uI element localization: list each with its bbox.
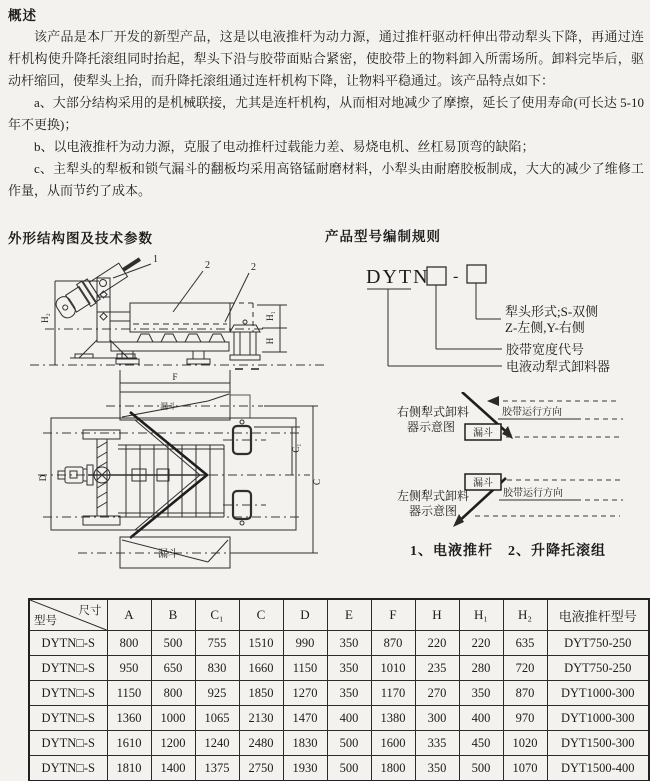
feature-c: c、主犁头的犁板和锁气漏斗的翻板均采用高铬锰耐磨材料，小犁头由耐磨胶板制成，大大的减少了维修工作量，从而节约了成本。 (8, 161, 644, 198)
value-cell: 1510 (239, 631, 283, 656)
table-row (29, 756, 649, 781)
spec-table (28, 598, 650, 781)
table-row (29, 681, 649, 706)
value-cell: 1150 (283, 656, 327, 681)
left-belt-direction-label: 胶带运行方向 (503, 488, 563, 499)
value-cell: 990 (283, 631, 327, 656)
value-cell: 1400 (151, 756, 195, 781)
value-cell: 350 (327, 681, 371, 706)
drawing-section-heading: 外形结构图及技术参数 (8, 231, 153, 246)
part-leaders (113, 264, 249, 322)
lifting-rollers (111, 334, 229, 364)
value-cell: 1240 (195, 731, 239, 756)
value-cell: 720 (503, 656, 547, 681)
right-schematic-title-2: 器示意图 (407, 420, 456, 434)
value-cell: 1065 (195, 706, 239, 731)
value-cell: 220 (415, 631, 459, 656)
top-hopper-label: 漏斗 (160, 402, 176, 411)
value-cell: 1600 (371, 731, 415, 756)
right-schematic (397, 392, 623, 440)
value-cell: 1020 (503, 731, 547, 756)
value-cell: 1070 (503, 756, 547, 781)
value-cell: 950 (107, 656, 151, 681)
dim-h2-lines (55, 281, 99, 365)
table-header-row (29, 599, 649, 631)
value-cell: 830 (195, 656, 239, 681)
value-cell: DYT750-250 (547, 656, 649, 681)
value-cell: 1930 (283, 756, 327, 781)
part-label-roller-2: 2 (251, 262, 256, 273)
column-header: H₁ (459, 599, 503, 631)
value-cell: 1610 (107, 731, 151, 756)
product-name-label: 电液动犁式卸料器 (506, 359, 611, 374)
corner-label-model: 型号 (34, 615, 57, 627)
unloader-schematics (385, 392, 650, 547)
value-cell: 1200 (151, 731, 195, 756)
value-cell: 350 (327, 631, 371, 656)
corner-header-cell (29, 599, 107, 631)
value-cell: DYT1500-400 (547, 756, 649, 781)
value-cell: 800 (107, 631, 151, 656)
corner-label-size: 尺寸 (78, 605, 102, 617)
value-cell: 350 (327, 656, 371, 681)
value-cell: 925 (195, 681, 239, 706)
plow-type-label-2: Z-左侧,Y-右侧 (505, 320, 585, 335)
value-cell: 1470 (283, 706, 327, 731)
centerlines (30, 329, 327, 365)
value-cell: 2480 (239, 731, 283, 756)
model-cell: DYTN□-S (29, 681, 107, 706)
value-cell: 1375 (195, 756, 239, 781)
belt-direction-arrow (487, 396, 499, 406)
feature-a: a、大部分结构采用的是机械联接，尤其是连杆机构，从而相对地减少了摩擦，延长了使用寿命(可长达 5-10 年不更换)； (8, 95, 644, 132)
value-cell: 1380 (371, 706, 415, 731)
belt-width-label: 胶带宽度代号 (506, 342, 585, 357)
bottom-hopper-label: 漏斗 (158, 549, 178, 560)
right-belt-direction-label: 胶带运行方向 (502, 407, 562, 418)
value-cell: 1800 (371, 756, 415, 781)
value-cell: 350 (415, 756, 459, 781)
column-header: C (239, 599, 283, 631)
end-pulley (230, 320, 260, 369)
value-cell: 1360 (107, 706, 151, 731)
value-cell: 970 (503, 706, 547, 731)
overview-text (8, 26, 644, 202)
dim-c1-label: C₁ (291, 443, 301, 453)
model-cell: DYTN□-S (29, 656, 107, 681)
value-cell: 2130 (239, 706, 283, 731)
value-cell: 1850 (239, 681, 283, 706)
value-cell: 650 (151, 656, 195, 681)
model-cell: DYTN□-S (29, 631, 107, 656)
dim-h-label: H (265, 337, 275, 345)
dim-c-lines (232, 406, 318, 553)
column-header: 电液推杆型号 (547, 599, 649, 631)
side-view-drawing (25, 252, 335, 397)
value-cell: 635 (503, 631, 547, 656)
model-rule-section-heading: 产品型号编制规则 (325, 229, 441, 244)
value-cell: DYT1000-300 (547, 681, 649, 706)
value-cell: 755 (195, 631, 239, 656)
right-schematic-title-1: 右侧犁式卸料 (397, 405, 470, 419)
value-cell: 500 (327, 731, 371, 756)
column-header: H₂ (503, 599, 547, 631)
belt-trough (130, 303, 253, 332)
column-header: E (327, 599, 371, 631)
value-cell: 2750 (239, 756, 283, 781)
model-cell: DYTN□-S (29, 706, 107, 731)
value-cell: 870 (371, 631, 415, 656)
left-roller-bar (83, 430, 120, 525)
parts-legend: 1、电液推杆 2、升降托滚组 (410, 544, 606, 559)
value-cell: 1810 (107, 756, 151, 781)
value-cell: 270 (415, 681, 459, 706)
value-cell: 235 (415, 656, 459, 681)
value-cell: 400 (327, 706, 371, 731)
dim-h2-label: H₂ (40, 313, 50, 323)
overview-paragraph: 该产品是本厂开发的新型产品，这是以电液推杆为动力源，通过推杆驱动杆伸出带动犁头下降，再通过连杆机构使升降托滚组同时抬起，犁头下沿与胶带面贴合紧密，使胶带上的物料卸入所需场所。卸料完毕后，驱动杆缩回，使犁头上抬，而升降托滚组通过连杆机构下降，让物料平稳通过。该产品特点如下： (8, 29, 644, 88)
column-header: C₁ (195, 599, 239, 631)
right-rollers (233, 420, 251, 525)
model-prefix: DYTN (366, 266, 430, 288)
table-row (29, 656, 649, 681)
plan-centerlines (38, 406, 310, 553)
part-label-roller: 2 (205, 260, 210, 271)
part-label-pushrod: 1 (153, 254, 158, 265)
column-header: B (151, 599, 195, 631)
value-cell: DYT1500-300 (547, 731, 649, 756)
spec-table-body (29, 631, 649, 781)
value-cell: 1150 (107, 681, 151, 706)
left-hopper-label: 漏斗 (473, 478, 493, 489)
dim-d-label: D (38, 474, 48, 482)
value-cell: 870 (503, 681, 547, 706)
value-cell: 220 (459, 631, 503, 656)
column-header: F (371, 599, 415, 631)
right-hopper-label: 漏斗 (473, 428, 493, 439)
column-header: H (415, 599, 459, 631)
plan-view-drawing (18, 390, 338, 595)
ladder-frame (88, 445, 224, 517)
table-row (29, 706, 649, 731)
value-cell: 335 (415, 731, 459, 756)
value-cell: DYT750-250 (547, 631, 649, 656)
value-cell: 450 (459, 731, 503, 756)
model-cell: DYTN□-S (29, 731, 107, 756)
value-cell: 500 (459, 756, 503, 781)
value-cell: DYT1000-300 (547, 706, 649, 731)
column-header: D (283, 599, 327, 631)
value-cell: 1170 (371, 681, 415, 706)
model-dash: - (453, 268, 459, 285)
plow-type-label-1: 犁头形式;S-双侧 (505, 304, 599, 319)
value-cell: 1830 (283, 731, 327, 756)
left-schematic-title-1: 左侧犁式卸料 (397, 489, 470, 503)
model-code-diagram (355, 258, 650, 390)
overview-heading: 概述 (8, 8, 37, 23)
value-cell: 800 (151, 681, 195, 706)
value-cell: 280 (459, 656, 503, 681)
feature-b: b、以电液推杆为动力源，克服了电动推杆过载能力差、易烧电机、丝杠易顶弯的缺陷； (34, 139, 535, 154)
value-cell: 300 (415, 706, 459, 731)
dim-h1-label: H₁ (265, 311, 275, 321)
value-cell: 400 (459, 706, 503, 731)
table-row (29, 731, 649, 756)
dim-c-label: C (312, 478, 322, 486)
model-cell: DYTN□-S (29, 756, 107, 781)
column-header: A (107, 599, 151, 631)
table-row (29, 631, 649, 656)
value-cell: 1270 (283, 681, 327, 706)
left-schematic (397, 474, 623, 527)
left-schematic-title-2: 器示意图 (409, 504, 458, 518)
value-cell: 500 (327, 756, 371, 781)
value-cell: 1000 (151, 706, 195, 731)
value-cell: 1010 (371, 656, 415, 681)
value-cell: 500 (151, 631, 195, 656)
value-cell: 350 (459, 681, 503, 706)
value-cell: 1660 (239, 656, 283, 681)
dim-f-label: F (172, 372, 178, 382)
